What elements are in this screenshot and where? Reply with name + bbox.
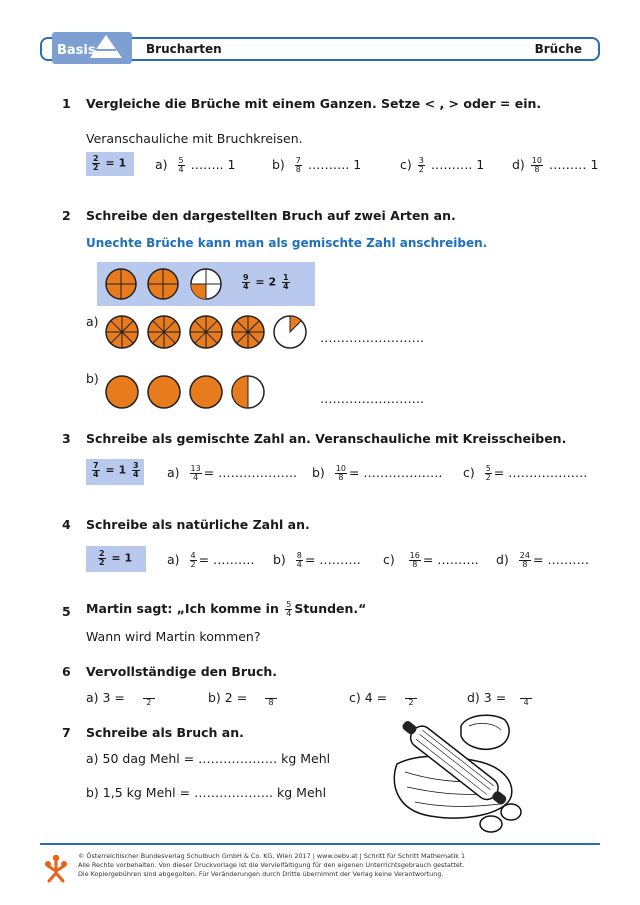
- fraction-numerator: 8: [296, 551, 302, 560]
- task-2a-answer[interactable]: …………………….: [320, 330, 424, 345]
- fraction-numerator: 1: [282, 273, 289, 282]
- task-3-example: [90, 462, 142, 479]
- task-1-subtitle: Veranschauliche mit Bruchkreisen.: [86, 131, 303, 146]
- fraction-numerator: 16: [409, 551, 420, 560]
- circle-eighths-icon: [190, 316, 222, 348]
- task-3-title: Schreibe als gemischte Zahl an. Veranschauliche mit Kreisscheiben.: [86, 431, 567, 446]
- footer-divider: [40, 843, 600, 845]
- circle-full-icon: [148, 376, 180, 408]
- example-result: = 1: [105, 156, 127, 170]
- task-2-example-text: [240, 274, 292, 291]
- task-6-item-b: [208, 690, 279, 707]
- task-6-item-a: [86, 690, 157, 707]
- task-4-example: [96, 550, 132, 567]
- fraction-denominator: 2: [408, 698, 414, 707]
- item-label: d): [496, 552, 509, 567]
- answer-blank[interactable]: ……… 1: [548, 157, 599, 172]
- circle-one-eighth-icon: [274, 316, 306, 348]
- task-3-number: 3: [62, 431, 71, 446]
- fraction-denominator: 4: [296, 560, 302, 569]
- task-6-number: 6: [62, 664, 71, 679]
- whole-part: = 1: [105, 463, 127, 477]
- item-label: a) 3 =: [86, 690, 125, 705]
- task-7-number: 7: [62, 725, 71, 740]
- task-3-item-a: [167, 465, 297, 482]
- task-7-item-a[interactable]: a) 50 dag Mehl = ………………. kg Mehl: [86, 751, 331, 766]
- answer-blank[interactable]: = ……….: [532, 552, 589, 567]
- fraction-denominator: 2: [190, 560, 196, 569]
- answer-blank[interactable]: = ……………….: [493, 465, 588, 480]
- quote-start: Martin sagt: „Ich komme in: [86, 601, 279, 616]
- circle-full-icon: [190, 376, 222, 408]
- task-3-item-b: [312, 465, 442, 482]
- fraction-numerator: 7: [93, 461, 99, 470]
- answer-blank[interactable]: = ……….: [304, 552, 361, 567]
- item-label: a): [155, 157, 168, 172]
- task-2-title: Schreibe den dargestellten Bruch auf zwei Arten an.: [86, 208, 456, 223]
- item-label: c): [463, 465, 475, 480]
- fraction-denominator: 4: [93, 470, 99, 479]
- task-1-item-a: [155, 157, 235, 174]
- fraction-denominator: 8: [295, 165, 301, 174]
- task-4-item-a: [167, 552, 255, 569]
- fraction-numerator: 24: [519, 551, 530, 560]
- circle-half-icon: [232, 376, 264, 408]
- page-title: Brucharten: [146, 42, 222, 56]
- task-2-note: Unechte Brüche kann man als gemischte Zahl anschreiben.: [86, 236, 488, 250]
- task-4-number: 4: [62, 517, 71, 532]
- task-4-item-c: [383, 552, 479, 569]
- task-2b-circles: [100, 372, 270, 412]
- rolling-pin-dough-illustration: [385, 712, 530, 834]
- fraction-numerator: 4: [190, 551, 196, 560]
- item-label: b) 2 =: [208, 690, 248, 705]
- item-label: b): [312, 465, 325, 480]
- item-label: a): [167, 465, 180, 480]
- answer-blank[interactable]: = ……………….: [203, 465, 298, 480]
- task-1-item-d: [512, 157, 598, 174]
- task-6-title: Vervollständige den Bruch.: [86, 664, 278, 679]
- fraction-numerator: 7: [295, 156, 301, 165]
- fraction-denominator: 8: [522, 560, 528, 569]
- answer-blank[interactable]: ………. 1: [307, 157, 362, 172]
- fraction-numerator: 10: [531, 156, 542, 165]
- fraction-denominator: 8: [534, 165, 540, 174]
- fraction-numerator: 2: [93, 154, 99, 163]
- circle-full-icon: [106, 376, 138, 408]
- task-2-label-b: b): [86, 371, 99, 386]
- task-4-title: Schreibe als natürliche Zahl an.: [86, 517, 310, 532]
- item-label: c): [400, 157, 412, 172]
- task-1-item-c: [400, 157, 484, 174]
- circle-full-icon: [106, 269, 136, 299]
- quote-end: Stunden.“: [294, 601, 367, 616]
- task-5-number: 5: [62, 604, 71, 619]
- fraction-denominator: 4: [132, 470, 139, 479]
- subject-title: Brüche: [534, 42, 582, 56]
- task-2-label-a: a): [86, 314, 99, 329]
- item-label: d): [512, 157, 525, 172]
- item-label: b): [273, 552, 286, 567]
- badge-label: Basis: [57, 43, 96, 58]
- fraction-numerator: 13: [190, 464, 201, 473]
- answer-blank[interactable]: = ……….: [422, 552, 479, 567]
- example-result: = 1: [111, 551, 133, 565]
- task-2b-answer[interactable]: …………………….: [320, 391, 424, 406]
- fraction-denominator: 4: [523, 698, 529, 707]
- fraction-numerator: 10: [335, 464, 346, 473]
- footer-line-3: Die Kopiergebühren sind abgegolten. Für Veränderungen durch Dritte übernimmt der Verlag keine Verantwortung.: [78, 870, 444, 878]
- task-7-title: Schreibe als Bruch an.: [86, 725, 244, 740]
- fraction-denominator: 2: [99, 558, 105, 567]
- fraction-denominator: 2: [93, 163, 99, 172]
- fraction-denominator: 8: [338, 473, 344, 482]
- task-2-number: 2: [62, 208, 71, 223]
- item-label: a): [167, 552, 180, 567]
- item-label: d) 3 =: [467, 690, 507, 705]
- task-5-question: Wann wird Martin kommen?: [86, 629, 261, 644]
- whole-part: = 2: [255, 275, 277, 289]
- fraction-denominator: 4: [243, 282, 249, 291]
- task-5-title: [86, 601, 366, 618]
- task-7-item-b[interactable]: b) 1,5 kg Mehl = ………………. kg Mehl: [86, 785, 327, 800]
- fraction-numerator: 5: [286, 600, 292, 609]
- item-label: c) 4 =: [349, 690, 388, 705]
- answer-blank[interactable]: = ……………….: [348, 465, 443, 480]
- answer-blank[interactable]: …….. 1: [190, 157, 236, 172]
- answer-blank[interactable]: = ……….: [198, 552, 255, 567]
- task-3-item-c: [463, 465, 587, 482]
- item-label: c): [383, 552, 395, 567]
- fraction-denominator: 2: [146, 698, 152, 707]
- circle-eighths-icon: [232, 316, 264, 348]
- fraction-numerator: 5: [178, 156, 184, 165]
- circle-quarter-icon: [191, 269, 221, 299]
- fraction-numerator: 3: [418, 156, 424, 165]
- task-2a-circles: [100, 312, 310, 352]
- task-6-item-d: [467, 690, 534, 707]
- task-1-number: 1: [62, 96, 71, 111]
- fraction-numerator: 2: [99, 549, 105, 558]
- fraction-denominator: 8: [268, 698, 274, 707]
- fraction-denominator: 8: [412, 560, 418, 569]
- answer-blank[interactable]: ………. 1: [430, 157, 485, 172]
- footer-line-2: Alle Rechte vorbehalten. Von dieser Druckvorlage ist die Vervielfältigung für den eigenen Unterrichtsgebrauch gestattet.: [78, 861, 465, 869]
- fraction-denominator: 2: [418, 165, 424, 174]
- fraction-denominator: 2: [485, 473, 491, 482]
- footer-line-1: © Österreichischer Bundesverlag Schulbuch GmbH & Co. KG, Wien 2017 | www.oebv.at | Schritt für Schritt Mathematik 1: [78, 852, 466, 860]
- task-4-item-b: [273, 552, 361, 569]
- circle-eighths-icon: [106, 316, 138, 348]
- fraction-denominator: 4: [193, 473, 199, 482]
- fraction-numerator: 3: [132, 461, 139, 470]
- circle-full-icon: [148, 269, 178, 299]
- fraction-numerator: 5: [485, 464, 491, 473]
- oebv-logo-icon: [44, 853, 68, 883]
- task-6-item-c: [349, 690, 419, 707]
- task-1-example-content: [90, 155, 126, 172]
- fraction-denominator: 4: [178, 165, 184, 174]
- circle-eighths-icon: [148, 316, 180, 348]
- task-1-title: Vergleiche die Brüche mit einem Ganzen. Setze < , > oder = ein.: [86, 96, 542, 111]
- task-4-item-d: [496, 552, 589, 569]
- fraction-denominator: 4: [282, 282, 289, 291]
- fraction-numerator: 9: [243, 273, 249, 282]
- fraction-denominator: 4: [286, 609, 292, 618]
- task-1-item-b: [272, 157, 361, 174]
- item-label: b): [272, 157, 285, 172]
